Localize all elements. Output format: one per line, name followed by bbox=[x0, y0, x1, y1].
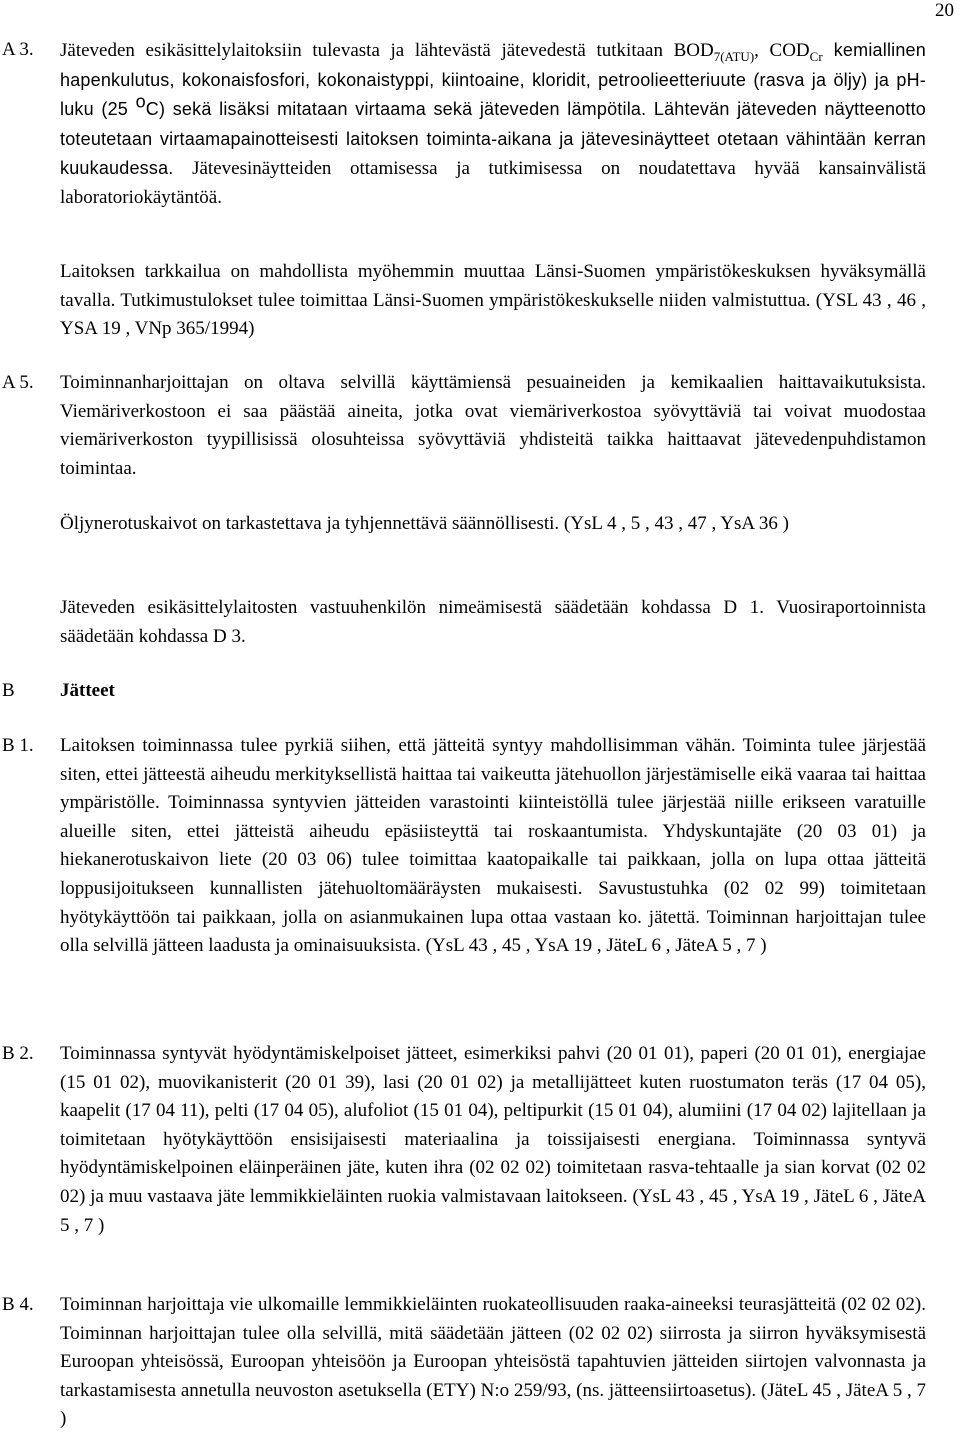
subscript: Cr bbox=[809, 48, 823, 64]
paragraph: Toiminnan harjoittaja vie ulkomaille lemmikkieläinten ruokateollisuuden raaka-aineeksi teurasjätteitä (02 02 02). Toiminnan harjoittajan tulee olla selvillä, mitä säädetään jätteen (02 02 02) siirrosta ja siirron hyväksymisestä Euroopan yhteisössä, Euroopan yhteisöön ja Euroopan yhteisöstä tapahtuvien jätteiden siirtojen valvonnasta ja tarkastamisesta annetulla neuvoston asetuksella (ETY) N:o 259/93, (ns. jätteensiirtoasetus). (JäteL 45 , JäteA 5 , 7 ) bbox=[60, 1294, 926, 1430]
paragraph bbox=[60, 36, 926, 213]
superscript: o bbox=[135, 91, 146, 112]
paragraph: Jäteveden esikäsittelylaitosten vastuuhenkilön nimeämisestä säädetään kohdassa D 1. Vuosiraportoinnista säädetään kohdassa D 3. bbox=[60, 597, 926, 647]
paragraph-text: , COD bbox=[754, 40, 810, 61]
page-number: 20 bbox=[935, 0, 954, 21]
paragraph-text: kemiallinen hapenkulutus, kokonaisfosfori, kokonaistyppi, kiintoaine, kloridit, petroolieetteriuute (rasva ja öljy) ja pH-luku (25 bbox=[60, 40, 926, 120]
paragraph: Laitoksen tarkkailua on mahdollista myöhemmin muuttaa Länsi-Suomen ympäristökeskuksen hyväksymällä tavalla. Tutkimustulokset tulee toimittaa Länsi-Suomen ympäristökeskukselle niiden valmistuttua. (YSL 43 , 46 , YSA 19 , VNp 365/1994) bbox=[60, 261, 926, 340]
paragraph-text: Jäteveden esikäsittelylaitoksiin tulevasta ja lähtevästä jätevedestä tutkitaan BOD bbox=[60, 40, 714, 61]
section-label: B bbox=[2, 680, 15, 701]
section-label: B 1. bbox=[2, 735, 34, 756]
paragraph: Toiminnanharjoittajan on oltava selvillä käyttämiensä pesuaineiden ja kemikaalien haittavaikutuksista. Viemäriverkostoon ei saa päästää aineita, jotka ovat viemäriverkostoa syövyttäviä tai voivat muodostaa viemäriverkoston tyypillisissä olosuhteissa syövyttäviä yhdisteitä taikka haittaavat jätevedenpuhdistamon toimintaa. bbox=[60, 372, 926, 479]
section-label: A 5. bbox=[2, 372, 34, 393]
section-label: B 2. bbox=[2, 1043, 34, 1064]
paragraph: Laitoksen toiminnassa tulee pyrkiä siihen, että jätteitä syntyy mahdollisimman vähän. Toiminta tulee järjestää siten, ettei jätteestä aiheudu merkityksellistä haittaa tai vaikeutta jätehuollon järjestämiselle eikä vaaraa tai haittaa ympäristölle. Toiminnassa syntyvien jätteiden varastointi kiinteistöllä tulee järjestää niille erikseen varatuille alueille siten, ettei jätteistä aiheudu epäsiisteyttä tai roskaantumista. Yhdyskuntajäte (20 03 01) ja hiekanerotuskaivon liete (20 03 06) tulee toimittaa kaatopaikalle tai paikkaan, jolla on lupa ottaa jätteitä loppusijoitukseen kunnallisten jätehuoltomääräysten mukaisesti. Savustustuhka (02 02 99) toimitetaan hyötykäyttöön tai paikkaan, jolla on asianmukainen lupa ottaa vastaan ko. jätettä. Toiminnan harjoittajan tulee olla selvillä jätteen laadusta ja ominaisuuksista. (YsL 43 , 45 , YsA 19 , JäteL 6 , JäteA 5 , 7 ) bbox=[60, 735, 926, 957]
paragraph: Toiminnassa syntyvät hyödyntämiskelpoiset jätteet, esimerkiksi pahvi (20 01 01), paperi (20 01 01), energiajae (15 01 02), muovikanisterit (20 01 39), lasi (20 01 02) ja metallijätteet kuten ruostumaton teräs (17 04 05), kaapelit (17 04 11), pelti (17 04 05), alufoliot (15 01 04), peltipurkit (15 01 04), alumiini (17 04 02) lajitellaan ja toimitetaan hyötykäyttöön ensisijaisesti materiaalina ja toissijaisesti energiana. Toiminnassa syntyvä hyödyntämiskelpoinen eläinperäinen jäte, kuten ihra (02 02 02) toimitetaan rasva-tehtaalle ja sian korvat (02 02 02) ja muu vastaava jäte lemmikkieläinten ruokia valmistavaan laitokseen. (YsL 43 , 45 , YsA 19 , JäteL 6 , JäteA 5 , 7 ) bbox=[60, 1043, 926, 1236]
subscript: 7(ATU) bbox=[713, 48, 755, 64]
paragraph-text: C) sekä lisäksi mitataan virtaama sekä jäteveden lämpötila. Lähtevän jäteveden näytteenotto toteutetaan virtaamapainotteisesti laitoksen toiminta-aikana ja jätevesinäytteet otetaan vähintään kerran kuukaudessa. bbox=[60, 99, 926, 179]
paragraph-text: Jätevesinäytteiden ottamisessa ja tutkimisessa on noudatettava hyvää kansainvälistä laboratoriokäytäntöä. bbox=[60, 158, 926, 208]
section-heading: Jätteet bbox=[60, 680, 115, 701]
paragraph: Öljynerotuskaivot on tarkastettava ja tyhjennettävä säännöllisesti. (YsL 4 , 5 , 43 , 47 , YsA 36 ) bbox=[60, 513, 789, 534]
section-label: B 4. bbox=[2, 1294, 34, 1315]
section-label: A 3. bbox=[2, 39, 34, 60]
